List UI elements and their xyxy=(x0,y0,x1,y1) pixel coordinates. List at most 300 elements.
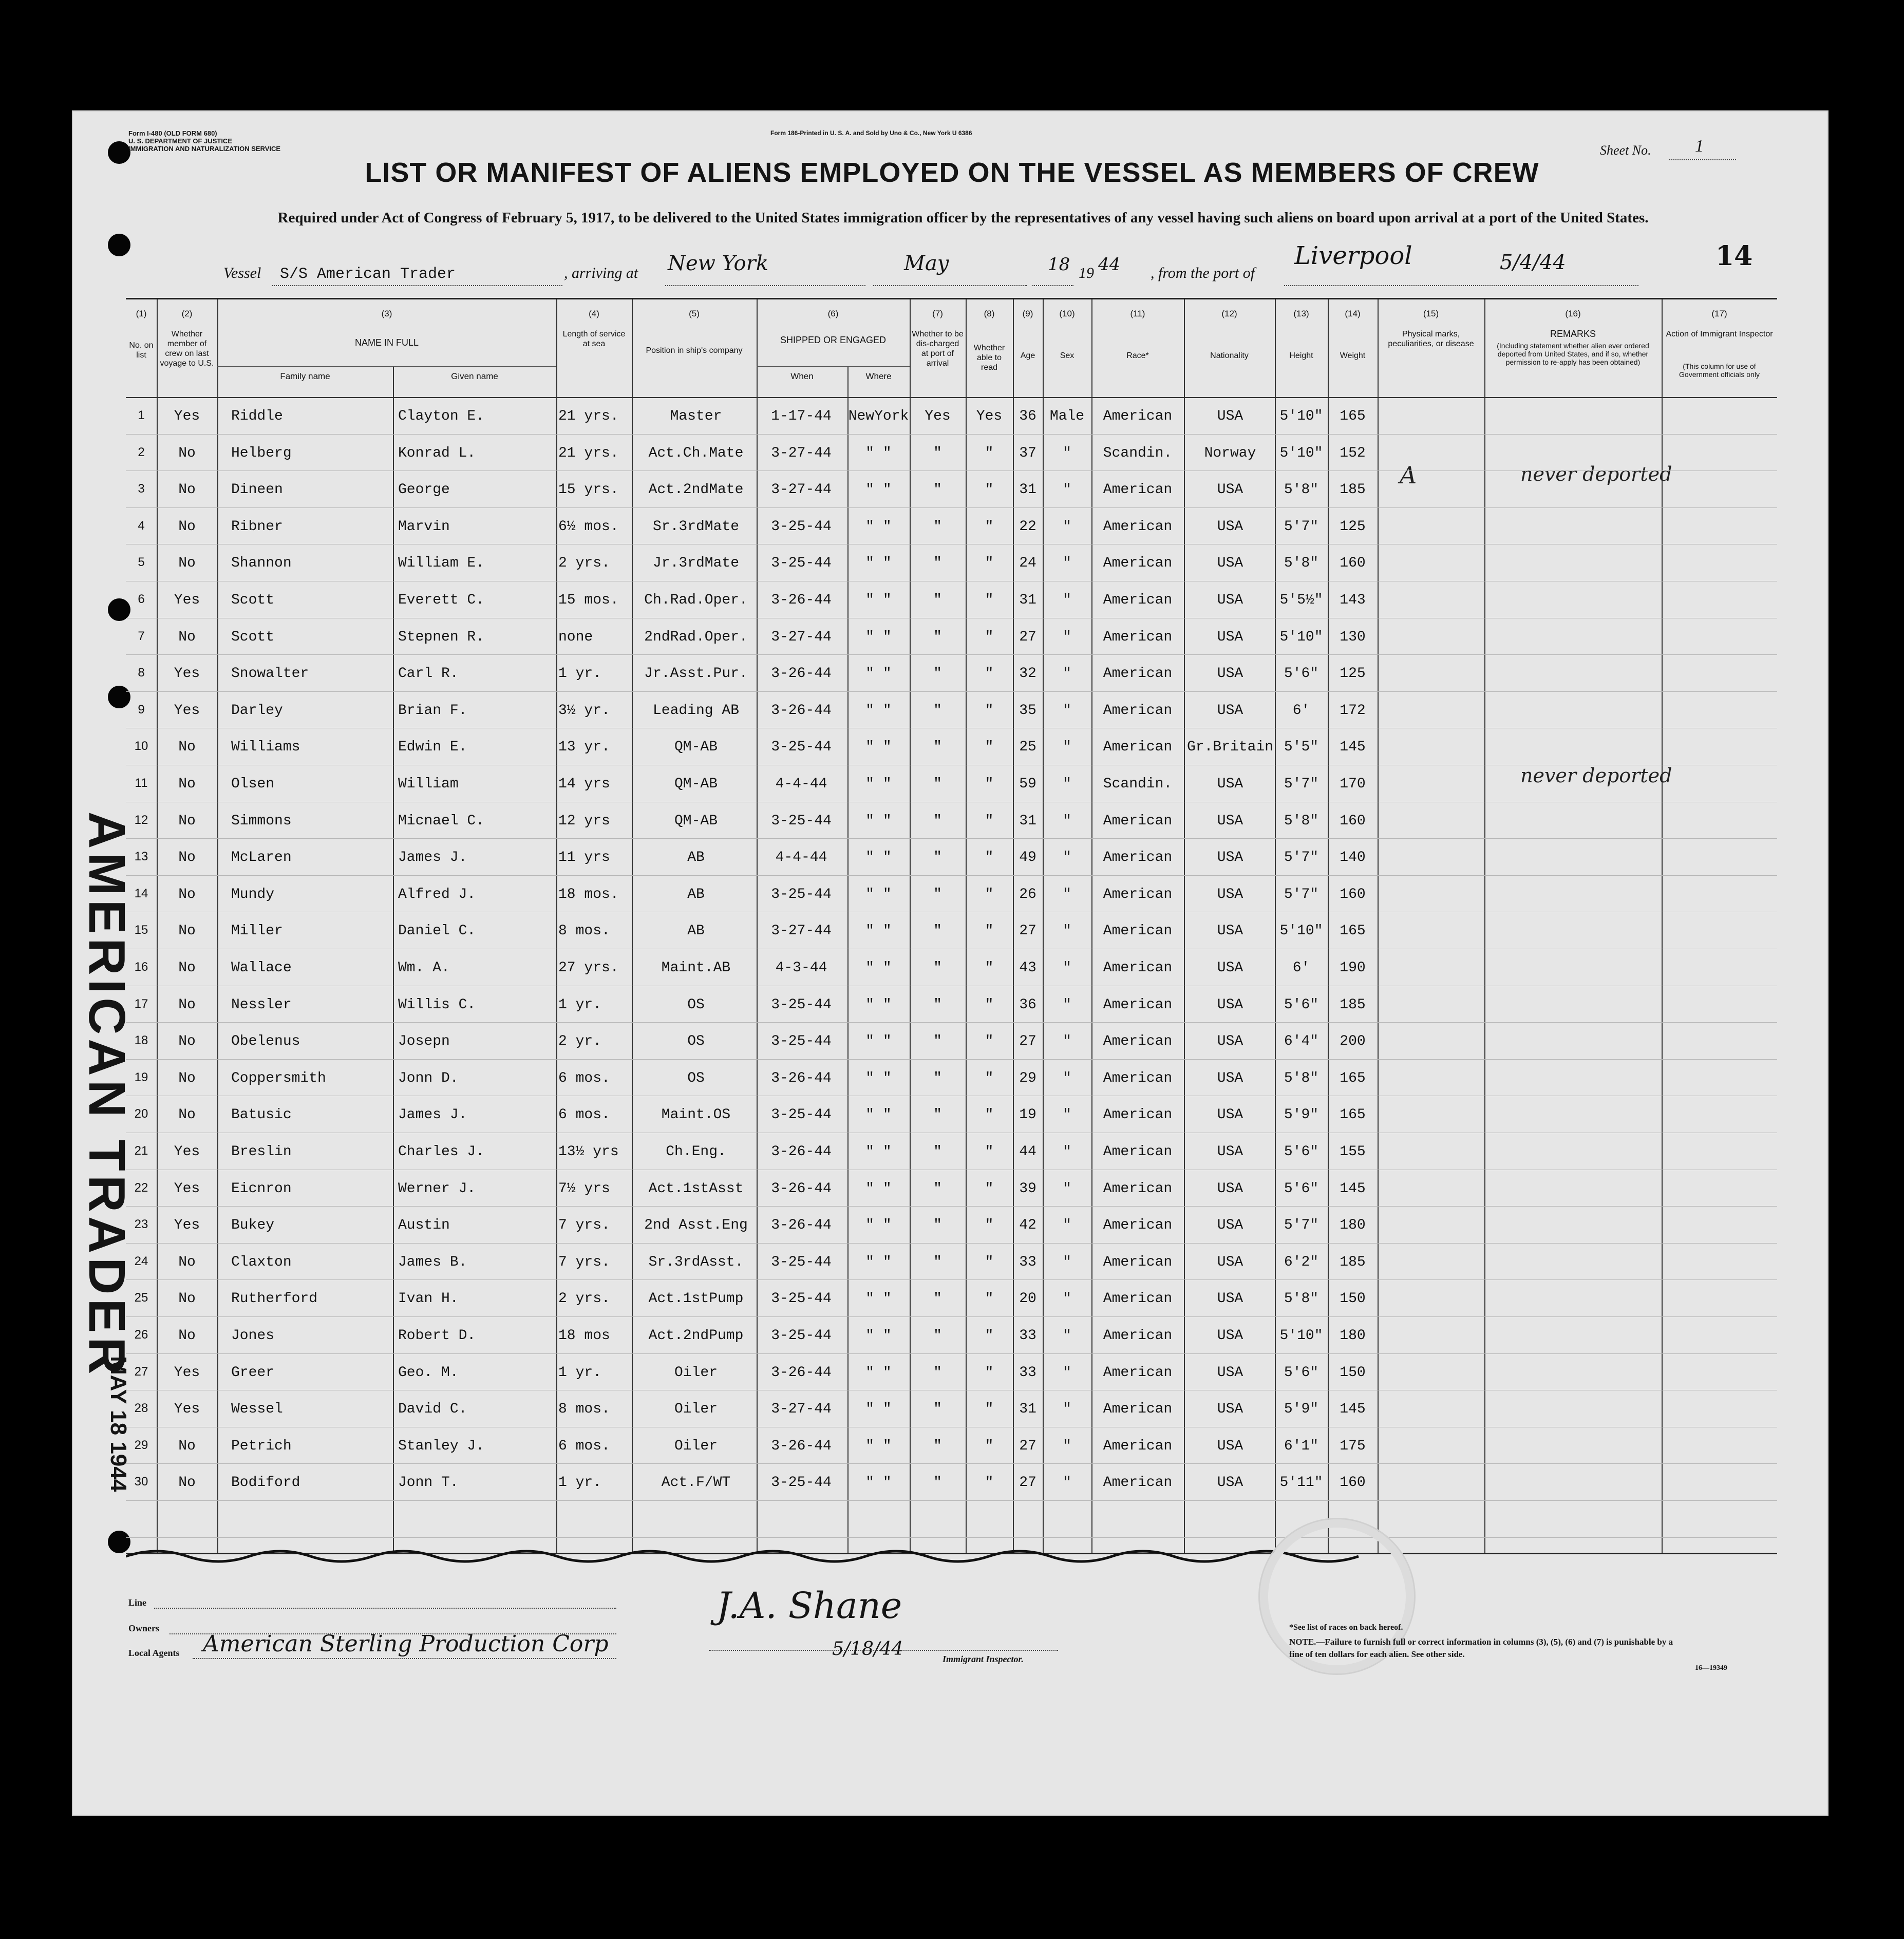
departure-date: 5/4/44 xyxy=(1500,251,1566,274)
cell-discharged: " xyxy=(933,1107,942,1123)
cell-discharged: " xyxy=(933,1217,942,1234)
cell-no: 17 xyxy=(134,996,148,1011)
cell-member: Yes xyxy=(174,1364,200,1381)
cell-family: Bukey xyxy=(231,1217,275,1234)
cell-where: " " xyxy=(865,518,892,535)
cell-family: Simmons xyxy=(231,813,292,829)
table-row xyxy=(126,549,1777,586)
cell-age: 31 xyxy=(1019,813,1036,829)
cell-no: 10 xyxy=(134,739,148,754)
cell-service: 1 yr. xyxy=(558,666,602,682)
cell-discharged: " xyxy=(933,482,942,498)
cell-given: Marvin xyxy=(398,518,450,535)
cell-member: Yes xyxy=(174,1217,200,1234)
cell-position: AB xyxy=(687,923,705,939)
table-row xyxy=(126,880,1777,917)
cell-service: 2 yrs. xyxy=(558,1291,610,1307)
cell-read: " xyxy=(985,1107,994,1123)
cell-weight: 155 xyxy=(1340,1144,1366,1160)
cell-weight: 145 xyxy=(1340,1180,1366,1197)
cell-race: American xyxy=(1103,555,1173,572)
cell-member: No xyxy=(178,482,196,498)
cell-sex: " xyxy=(1063,629,1071,645)
cell-when: 3-26-44 xyxy=(771,592,832,608)
cell-race: American xyxy=(1103,1070,1173,1086)
cell-when: 3-27-44 xyxy=(771,923,832,939)
cell-weight: 165 xyxy=(1340,1107,1366,1123)
cell-where: " " xyxy=(865,666,892,682)
cell-where: " " xyxy=(865,1107,892,1123)
cell-discharged: " xyxy=(933,702,942,719)
header-physical: Physical marks, peculiarities, or disease xyxy=(1388,330,1474,348)
cell-height: 5'8" xyxy=(1284,813,1319,829)
cell-family: Bodiford xyxy=(231,1475,300,1491)
cell-sex: " xyxy=(1063,482,1071,498)
physical-mark-row-2: A xyxy=(1400,461,1417,489)
cell-race: American xyxy=(1103,1401,1173,1418)
header-position: Position in ship's company xyxy=(646,346,743,355)
cell-family: Obelenus xyxy=(231,1033,300,1050)
cell-read: " xyxy=(985,482,994,498)
cell-family: Greer xyxy=(231,1364,275,1381)
cell-sex: " xyxy=(1063,1144,1071,1160)
cell-given: Carl R. xyxy=(398,666,459,682)
cell-sex: " xyxy=(1063,1217,1071,1234)
cell-given: James J. xyxy=(398,1107,467,1123)
cell-when: 3-27-44 xyxy=(771,1401,832,1418)
cell-read: " xyxy=(985,996,994,1013)
cell-race: American xyxy=(1103,813,1173,829)
cell-nationality: USA xyxy=(1217,1475,1243,1491)
col-num: (14) xyxy=(1345,309,1361,318)
cell-nationality: USA xyxy=(1217,1328,1243,1344)
cell-where: " " xyxy=(865,445,892,461)
cell-service: 15 mos. xyxy=(558,592,619,608)
cell-race: American xyxy=(1103,923,1173,939)
header-remarks-note: (Including statement whether alien ever ordered deported from United States, and if so, whether permission to re-apply has been obtained) xyxy=(1497,342,1649,366)
inspector-signature: J.A. Shane xyxy=(717,1585,902,1627)
cell-family: McLaren xyxy=(231,850,292,866)
table-row xyxy=(126,1248,1777,1285)
cell-height: 6'1" xyxy=(1284,1438,1319,1454)
cell-service: 21 yrs. xyxy=(558,445,619,461)
cell-member: No xyxy=(178,923,196,939)
cell-when: 3-27-44 xyxy=(771,482,832,498)
cell-age: 31 xyxy=(1019,592,1036,608)
cell-height: 5'10" xyxy=(1279,408,1323,424)
header-name: NAME IN FULL xyxy=(354,337,419,348)
cell-sex: " xyxy=(1063,923,1071,939)
cell-given: James J. xyxy=(398,850,467,866)
cell-where: " " xyxy=(865,482,892,498)
cell-discharged: " xyxy=(933,629,942,645)
cell-age: 35 xyxy=(1019,702,1036,719)
cell-weight: 185 xyxy=(1340,996,1366,1013)
cell-service: 1 yr. xyxy=(558,996,602,1013)
cell-when: 3-26-44 xyxy=(771,1364,832,1381)
cell-when: 3-25-44 xyxy=(771,996,832,1013)
cell-no: 15 xyxy=(134,923,148,937)
cell-family: Williams xyxy=(231,739,300,756)
cell-nationality: USA xyxy=(1217,629,1243,645)
cell-nationality: USA xyxy=(1217,1107,1243,1123)
cell-service: 6 mos. xyxy=(558,1070,610,1086)
cell-weight: 185 xyxy=(1340,482,1366,498)
arriving-label: , arriving at xyxy=(564,265,638,281)
cell-no: 6 xyxy=(138,592,145,606)
cell-position: Ch.Eng. xyxy=(666,1144,726,1160)
vessel-rubric: AMERICAN TRADER xyxy=(78,812,136,1379)
cell-age: 44 xyxy=(1019,1144,1036,1160)
cell-height: 5'8" xyxy=(1284,555,1319,572)
cell-discharged: " xyxy=(933,1291,942,1307)
col-num: (15) xyxy=(1423,309,1439,318)
cell-discharged: " xyxy=(933,1401,942,1418)
cell-family: Scott xyxy=(231,629,275,645)
closing-line xyxy=(126,1541,1410,1572)
local-agents-label: Local Agents xyxy=(128,1648,180,1658)
cell-nationality: USA xyxy=(1217,482,1243,498)
cell-weight: 175 xyxy=(1340,1438,1366,1454)
cell-no: 28 xyxy=(134,1401,148,1416)
cell-nationality: USA xyxy=(1217,518,1243,535)
cell-service: none xyxy=(558,629,593,645)
cell-where: " " xyxy=(865,1144,892,1160)
cell-position: OS xyxy=(687,1033,705,1050)
owners-label: Owners xyxy=(128,1623,159,1633)
remark-row-10: never deported xyxy=(1520,764,1672,787)
table-row xyxy=(126,660,1777,696)
cell-member: Yes xyxy=(174,408,200,424)
cell-service: 6 mos. xyxy=(558,1107,610,1123)
cell-discharged: " xyxy=(933,1438,942,1454)
cell-service: 21 yrs. xyxy=(558,408,619,424)
cell-member: No xyxy=(178,776,196,792)
cell-height: 5'6" xyxy=(1284,1144,1319,1160)
cell-no: 29 xyxy=(134,1438,148,1452)
cell-when: 3-25-44 xyxy=(771,1291,832,1307)
cell-age: 27 xyxy=(1019,1438,1036,1454)
cell-height: 5'10" xyxy=(1279,923,1323,939)
cell-member: No xyxy=(178,886,196,902)
cell-where: NewYork xyxy=(848,408,909,424)
table-row xyxy=(126,1469,1777,1505)
cell-given: Clayton E. xyxy=(398,408,485,424)
penalty-note: NOTE.—Failure to furnish full or correct information in columns (3), (5), (6) and (7) is punishable by a fine of ten dollars for each alien. See other side. xyxy=(1289,1637,1673,1659)
sheet-no-label: Sheet No. xyxy=(1600,143,1651,158)
cell-position: Sr.3rdAsst. xyxy=(648,1254,744,1270)
cell-discharged: " xyxy=(933,1254,942,1270)
header-read: Whether able to read xyxy=(973,344,1005,372)
cell-member: No xyxy=(178,518,196,535)
cell-weight: 125 xyxy=(1340,666,1366,682)
cell-nationality: USA xyxy=(1217,886,1243,902)
cell-nationality: USA xyxy=(1217,960,1243,976)
cell-member: No xyxy=(178,555,196,572)
cell-sex: " xyxy=(1063,1254,1071,1270)
cell-given: Willis C. xyxy=(398,996,476,1013)
cell-member: No xyxy=(178,813,196,829)
cell-family: Snowalter xyxy=(231,666,309,682)
cell-member: No xyxy=(178,996,196,1013)
cell-age: 36 xyxy=(1019,408,1036,424)
cell-no: 24 xyxy=(134,1254,148,1268)
header-action: Action of Immigrant Inspector xyxy=(1666,330,1773,338)
cell-sex: " xyxy=(1063,1438,1071,1454)
cell-nationality: USA xyxy=(1217,555,1243,572)
cell-service: 8 mos. xyxy=(558,1401,610,1418)
table-row xyxy=(126,917,1777,953)
cell-given: Ivan H. xyxy=(398,1291,459,1307)
remark-row-2: never deported xyxy=(1520,463,1672,485)
cell-sex: Male xyxy=(1049,408,1085,424)
cell-weight: 160 xyxy=(1340,813,1366,829)
cell-read: " xyxy=(985,886,994,902)
table-row xyxy=(126,807,1777,843)
cell-given: Josepn xyxy=(398,1033,450,1050)
cell-read: " xyxy=(985,739,994,756)
cell-when: 3-25-44 xyxy=(771,1328,832,1344)
cell-read: " xyxy=(985,1144,994,1160)
inspector-label: Immigrant Inspector. xyxy=(942,1654,1024,1664)
cell-age: 39 xyxy=(1019,1180,1036,1197)
cell-family: Shannon xyxy=(231,555,292,572)
cell-discharged: " xyxy=(933,960,942,976)
cell-service: 14 yrs xyxy=(558,776,610,792)
cell-service: 1 yr. xyxy=(558,1475,602,1491)
cell-service: 18 mos. xyxy=(558,886,619,902)
arriving-port: New York xyxy=(668,252,768,275)
cell-given: Charles J. xyxy=(398,1144,485,1160)
cell-nationality: USA xyxy=(1217,1033,1243,1050)
cell-nationality: USA xyxy=(1217,1364,1243,1381)
cell-race: American xyxy=(1103,1144,1173,1160)
cell-height: 5'6" xyxy=(1284,996,1319,1013)
cell-sex: " xyxy=(1063,960,1071,976)
header-race: Race* xyxy=(1126,351,1149,360)
cell-nationality: USA xyxy=(1217,408,1243,424)
cell-race: American xyxy=(1103,629,1173,645)
table-row xyxy=(126,513,1777,549)
table-row xyxy=(126,1101,1777,1137)
cell-weight: 143 xyxy=(1340,592,1366,608)
cell-family: Eicnron xyxy=(231,1180,292,1197)
cell-position: Sr.3rdMate xyxy=(652,518,740,535)
cell-discharged: " xyxy=(933,923,942,939)
header-where: Where xyxy=(865,371,892,381)
cell-member: No xyxy=(178,960,196,976)
cell-nationality: USA xyxy=(1217,666,1243,682)
cell-where: " " xyxy=(865,886,892,902)
cell-when: 3-26-44 xyxy=(771,1217,832,1234)
cell-service: 13½ yrs xyxy=(558,1144,619,1160)
cell-discharged: " xyxy=(933,1070,942,1086)
cell-service: 27 yrs. xyxy=(558,960,619,976)
cell-sex: " xyxy=(1063,850,1071,866)
cell-given: James B. xyxy=(398,1254,467,1270)
cell-sex: " xyxy=(1063,555,1071,572)
cell-where: " " xyxy=(865,996,892,1013)
cell-weight: 165 xyxy=(1340,408,1366,424)
cell-height: 5'7" xyxy=(1284,886,1319,902)
cell-where: " " xyxy=(865,923,892,939)
cell-height: 5'8" xyxy=(1284,482,1319,498)
cell-weight: 150 xyxy=(1340,1364,1366,1381)
cell-family: Claxton xyxy=(231,1254,292,1270)
cell-age: 27 xyxy=(1019,1475,1036,1491)
signature-date: 5/18/44 xyxy=(832,1639,903,1660)
header-service: Length of service at sea xyxy=(562,330,626,348)
cell-when: 3-26-44 xyxy=(771,666,832,682)
cell-position: OS xyxy=(687,996,705,1013)
cell-position: Oiler xyxy=(674,1438,718,1454)
cell-height: 5'6" xyxy=(1284,1180,1319,1197)
cell-race: American xyxy=(1103,1217,1173,1234)
cell-age: 43 xyxy=(1019,960,1036,976)
cell-sex: " xyxy=(1063,518,1071,535)
cell-service: 11 yrs xyxy=(558,850,610,866)
cell-no: 4 xyxy=(138,518,145,533)
cell-nationality: USA xyxy=(1217,1144,1243,1160)
cell-age: 33 xyxy=(1019,1364,1036,1381)
cell-no: 1 xyxy=(138,408,145,422)
cell-nationality: USA xyxy=(1217,1180,1243,1197)
cell-given: Stanley J. xyxy=(398,1438,485,1454)
cell-where: " " xyxy=(865,1291,892,1307)
table-row xyxy=(126,1138,1777,1174)
cell-family: Ribner xyxy=(231,518,283,535)
cell-no: 26 xyxy=(134,1328,148,1342)
cell-where: " " xyxy=(865,776,892,792)
cell-read: " xyxy=(985,813,994,829)
cell-service: 7 yrs. xyxy=(558,1254,610,1270)
cell-where: " " xyxy=(865,1438,892,1454)
cell-race: Scandin. xyxy=(1103,445,1173,461)
cell-where: " " xyxy=(865,1217,892,1234)
cell-read: " xyxy=(985,850,994,866)
col-num: (17) xyxy=(1711,309,1727,318)
cell-age: 27 xyxy=(1019,1033,1036,1050)
cell-age: 24 xyxy=(1019,555,1036,572)
vessel-label: Vessel xyxy=(223,265,261,281)
cell-when: 3-26-44 xyxy=(771,1180,832,1197)
cell-where: " " xyxy=(865,850,892,866)
cell-race: American xyxy=(1103,960,1173,976)
cell-height: 5'5½" xyxy=(1279,592,1323,608)
cell-read: " xyxy=(985,555,994,572)
cell-height: 5'7" xyxy=(1284,518,1319,535)
arrival-day: 18 xyxy=(1048,254,1070,275)
cell-read: " xyxy=(985,592,994,608)
cell-given: Konrad L. xyxy=(398,445,476,461)
cell-height: 5'7" xyxy=(1284,1217,1319,1234)
cell-age: 26 xyxy=(1019,886,1036,902)
cell-race: American xyxy=(1103,1107,1173,1123)
arrival-year: 44 xyxy=(1098,254,1121,275)
cell-weight: 172 xyxy=(1340,702,1366,719)
header-when: When xyxy=(790,371,814,381)
cell-discharged: Yes xyxy=(925,408,951,424)
corner-number: 14 xyxy=(1716,240,1753,272)
cell-sex: " xyxy=(1063,1180,1071,1197)
cell-age: 31 xyxy=(1019,1401,1036,1418)
cell-where: " " xyxy=(865,1033,892,1050)
cell-when: 3-25-44 xyxy=(771,555,832,572)
col-num: (3) xyxy=(381,309,392,318)
cell-height: 6'4" xyxy=(1284,1033,1319,1050)
cell-weight: 200 xyxy=(1340,1033,1366,1050)
cell-family: Coppersmith xyxy=(231,1070,326,1086)
crew-table xyxy=(126,298,1777,1554)
cell-race: Scandin. xyxy=(1103,776,1173,792)
cell-age: 27 xyxy=(1019,629,1036,645)
cell-race: American xyxy=(1103,850,1173,866)
cell-given: Everett C. xyxy=(398,592,485,608)
cell-position: Ch.Rad.Oper. xyxy=(644,592,748,608)
cell-race: American xyxy=(1103,666,1173,682)
cell-nationality: USA xyxy=(1217,592,1243,608)
cell-position: Act.1stPump xyxy=(648,1291,744,1307)
cell-discharged: " xyxy=(933,813,942,829)
cell-weight: 180 xyxy=(1340,1328,1366,1344)
cell-given: George xyxy=(398,482,450,498)
col-num: (2) xyxy=(181,309,193,318)
cell-nationality: USA xyxy=(1217,1438,1243,1454)
cell-when: 3-27-44 xyxy=(771,445,832,461)
cell-family: Darley xyxy=(231,702,283,719)
cell-service: 15 yrs. xyxy=(558,482,619,498)
cell-sex: " xyxy=(1063,1475,1071,1491)
cell-read: " xyxy=(985,1070,994,1086)
form-id: Form I-480 (OLD FORM 680) U. S. DEPARTMENT OF JUSTICE IMMIGRATION AND NATURALIZATION SERVICE xyxy=(128,129,281,153)
cell-height: 5'10" xyxy=(1279,445,1323,461)
cell-position: Oiler xyxy=(674,1401,718,1418)
cell-no: 8 xyxy=(138,666,145,680)
table-row xyxy=(126,991,1777,1027)
cell-given: Geo. M. xyxy=(398,1364,459,1381)
cell-weight: 170 xyxy=(1340,776,1366,792)
cell-discharged: " xyxy=(933,1328,942,1344)
header-nationality: Nationality xyxy=(1210,351,1249,360)
cell-race: American xyxy=(1103,1180,1173,1197)
cell-given: William E. xyxy=(398,555,485,572)
cell-sex: " xyxy=(1063,1291,1071,1307)
cell-sex: " xyxy=(1063,1364,1071,1381)
cell-when: 3-25-44 xyxy=(771,1107,832,1123)
cell-race: American xyxy=(1103,702,1173,719)
cell-when: 4-4-44 xyxy=(775,850,827,866)
cell-height: 5'7" xyxy=(1284,850,1319,866)
cell-nationality: Norway xyxy=(1204,445,1256,461)
cell-when: 3-25-44 xyxy=(771,1254,832,1270)
cell-service: 2 yrs. xyxy=(558,555,610,572)
table-row xyxy=(126,586,1777,623)
cell-no: 3 xyxy=(138,482,145,496)
cell-age: 20 xyxy=(1019,1291,1036,1307)
cell-read: " xyxy=(985,445,994,461)
header-action-note: (This column for use of Government officials only xyxy=(1679,362,1760,379)
table-row xyxy=(126,1175,1777,1211)
cell-discharged: " xyxy=(933,1144,942,1160)
cell-where: " " xyxy=(865,1070,892,1086)
cell-discharged: " xyxy=(933,1364,942,1381)
cell-age: 29 xyxy=(1019,1070,1036,1086)
date-stamp: MAY 18 1944 xyxy=(106,1356,131,1492)
cell-given: Robert D. xyxy=(398,1328,476,1344)
cell-discharged: " xyxy=(933,445,942,461)
cell-member: No xyxy=(178,1475,196,1491)
cell-member: Yes xyxy=(174,1401,200,1418)
